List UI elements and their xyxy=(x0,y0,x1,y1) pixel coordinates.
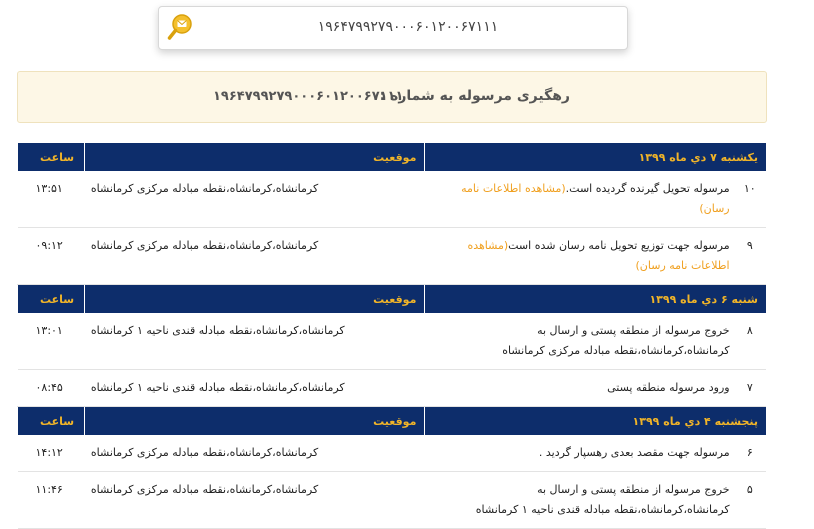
table-row xyxy=(18,370,767,407)
day-header-row xyxy=(18,143,767,171)
time-header: ساعت xyxy=(18,285,85,314)
banner-tracking-number: ۱۹۶۴۷۹۹۲۷۹۰۰۰۶۰۱۲۰۰۶۷۱۱۱ xyxy=(213,89,404,104)
event-time: ۱۱:۴۶ xyxy=(18,472,85,529)
search-icon[interactable] xyxy=(167,13,193,41)
tracking-search-box[interactable] xyxy=(158,6,628,50)
event-location xyxy=(85,228,425,285)
day-date: یکشنبه ۷ دي ماه ۱۳۹۹ xyxy=(425,143,766,171)
table-row xyxy=(18,472,767,529)
table-row xyxy=(18,313,767,370)
event-description: مرسوله جهت مقصد بعدی رهسپار گردید . xyxy=(538,446,730,459)
event-description: خروج مرسوله از منطقه پستی و ارسال به کرمانشاه،کرمانشاه،نقطه مبادله قندی ناحیه ۱ کرمانشاه xyxy=(475,483,730,516)
event-location xyxy=(85,435,425,472)
day-date: پنجشنبه ۴ دي ماه ۱۳۹۹ xyxy=(425,407,766,436)
time-header: ساعت xyxy=(18,143,85,171)
event-number: ۶ xyxy=(736,435,766,472)
view-courier-info-link[interactable]: (مشاهده اطلاعات نامه رسان) xyxy=(467,239,730,272)
banner-title: رهگیری مرسوله به شماره : xyxy=(379,88,570,104)
event-location-text: کرمانشاه،کرمانشاه،نقطه مبادله قندی ناحیه ۱ کرمانشاه xyxy=(90,381,345,394)
event-location xyxy=(85,171,425,228)
table-row xyxy=(18,228,767,285)
event-description: مرسوله جهت توزیع تحویل نامه رسان شده است xyxy=(508,239,730,252)
event-number: ۱۰ xyxy=(736,171,766,228)
tracking-table xyxy=(17,143,766,529)
event-description: خروج مرسوله از منطقه پستی و ارسال به کرمانشاه،کرمانشاه،نقطه مبادله مرکزی کرمانشاه xyxy=(502,324,730,357)
event-number: ۷ xyxy=(736,370,766,407)
time-header: ساعت xyxy=(18,407,85,436)
location-header: موقعیت xyxy=(85,407,425,436)
table-row xyxy=(18,435,767,472)
tracking-number-input[interactable]: ۱۹۶۴۷۹۹۲۷۹۰۰۰۶۰۱۲۰۰۶۷۱۱۱ xyxy=(317,19,499,35)
event-number: ۸ xyxy=(736,313,766,370)
event-description-cell xyxy=(425,435,736,472)
event-time: ۰۹:۱۲ xyxy=(18,228,85,285)
event-description-cell xyxy=(425,228,736,285)
day-header-row xyxy=(18,285,767,314)
event-time: ۱۴:۱۲ xyxy=(18,435,85,472)
event-description-cell xyxy=(425,370,736,407)
event-number: ۵ xyxy=(736,472,766,529)
view-courier-info-link[interactable]: (مشاهده اطلاعات نامه رسان) xyxy=(461,182,730,215)
day-date: شنبه ۶ دي ماه ۱۳۹۹ xyxy=(425,285,766,314)
day-header-row xyxy=(18,407,767,436)
event-location-text: کرمانشاه،کرمانشاه،نقطه مبادله مرکزی کرمانشاه xyxy=(90,446,319,459)
event-location xyxy=(85,370,425,407)
event-time: ۱۳:۵۱ xyxy=(18,171,85,228)
event-description-cell xyxy=(425,472,736,529)
event-description: مرسوله تحویل گیرنده گردیده است. xyxy=(565,182,730,195)
event-time: ۱۳:۰۱ xyxy=(18,313,85,370)
location-header: موقعیت xyxy=(85,143,425,171)
tracking-banner xyxy=(17,71,767,123)
event-number: ۹ xyxy=(736,228,766,285)
table-row xyxy=(18,171,767,228)
event-location xyxy=(85,313,425,370)
event-location-text: کرمانشاه،کرمانشاه،نقطه مبادله مرکزی کرمانشاه xyxy=(90,182,319,195)
event-description: ورود مرسوله منطقه پستی xyxy=(607,381,730,394)
event-location xyxy=(85,472,425,529)
event-description-cell xyxy=(425,171,736,228)
event-location-text: کرمانشاه،کرمانشاه،نقطه مبادله قندی ناحیه ۱ کرمانشاه xyxy=(90,324,345,337)
event-location-text: کرمانشاه،کرمانشاه،نقطه مبادله مرکزی کرمانشاه xyxy=(90,239,319,252)
event-location-text: کرمانشاه،کرمانشاه،نقطه مبادله مرکزی کرمانشاه xyxy=(90,483,319,496)
location-header: موقعیت xyxy=(85,285,425,314)
event-time: ۰۸:۴۵ xyxy=(18,370,85,407)
event-description-cell xyxy=(425,313,736,370)
